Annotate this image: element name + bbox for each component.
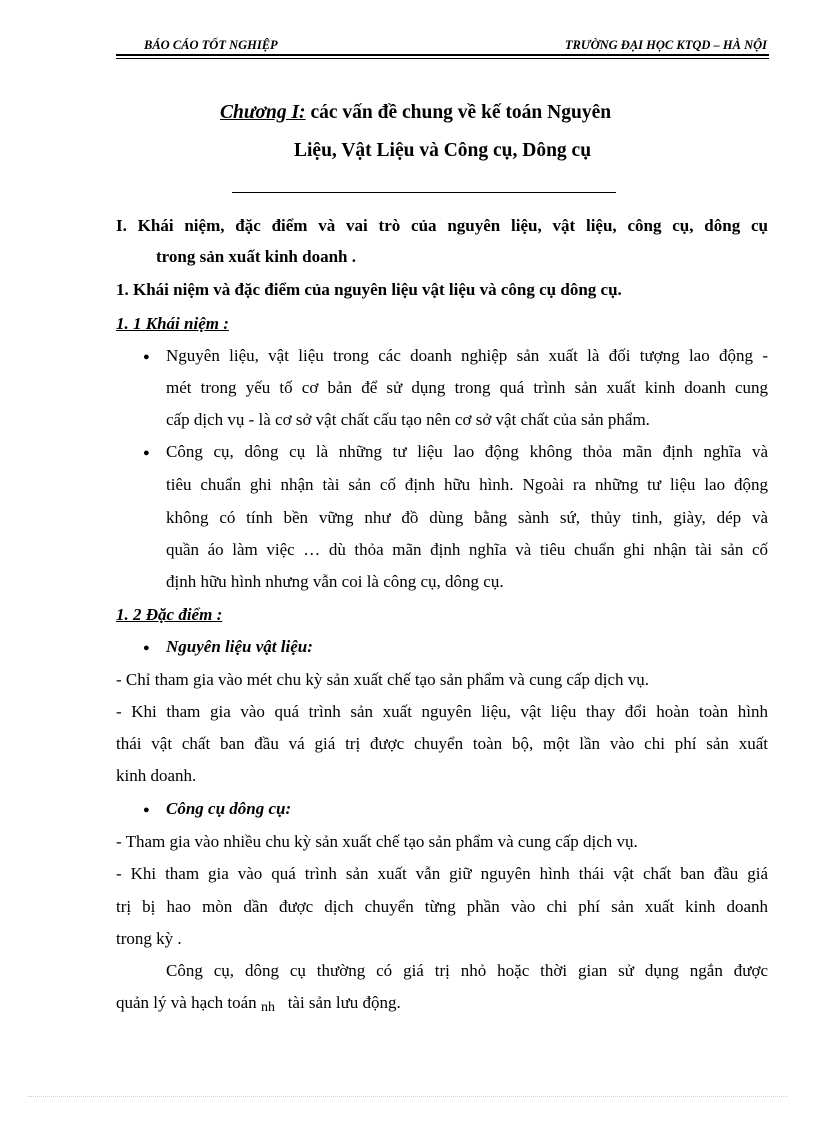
bullet1-line1: Nguyên liệu, vật liệu trong các doanh nghiệp sản xuất là đối tượng lao động - (166, 346, 768, 365)
group1-line3: thái vật chất ban đầu vá giá trị được chuyển toàn bộ, một lần vào chi phí sản xuất (116, 734, 768, 753)
bullet2-line5: định hữu hình nhưng vẫn coi là công cụ, dông cụ. (166, 572, 504, 591)
bullet1-line2: mét trong yếu tố cơ bản để sử dụng trong quá trình sản xuất kinh doanh cung (166, 378, 768, 397)
bullet-icon: ● (143, 642, 150, 654)
group2-line1: - Tham gia vào nhiều chu kỳ sản xuất chế tạo sản phẩm và cung cấp dịch vụ. (116, 832, 638, 851)
group1-title: Nguyên liệu vật liệu: (166, 637, 313, 656)
group2-title: Công cụ dông cụ: (166, 799, 292, 818)
group1-line1: - Chỉ tham gia vào mét chu kỳ sản xuất chế tạo sản phẩm và cung cấp dịch vụ. (116, 670, 649, 689)
header-right-text: TRƯỜNG ĐẠI HỌC KTQD – HÀ NỘI (564, 38, 767, 52)
chapter-title (220, 102, 611, 124)
page-header (116, 36, 769, 56)
closing-line2-sub: nh (260, 1000, 275, 1015)
bullet-icon: ● (143, 351, 150, 363)
group2-line3: trị bị hao mòn dần được dịch chuyển từng phần vào chi phí sản xuất kinh doanh (116, 897, 768, 916)
bullet1-line3: cấp dịch vụ - là cơ sở vật chất cấu tạo nên cơ sở vật chất của sản phẩm. (166, 410, 650, 429)
bullet2-line3: không có tính bền vững như đồ dùng bằng sành sứ, thủy tinh, giày, dép và (166, 508, 768, 527)
bullet2-line4: quần áo làm việc … dù thỏa mãn định nghĩa và tiêu chuẩn ghi nhận tài sản cố (166, 540, 768, 559)
part-1-2-heading: 1. 2 Đặc điểm : (116, 605, 223, 624)
chapter-title-part2: Liệu, Vật Liệu và Công cụ, Dông cụ (294, 140, 592, 161)
bullet-icon: ● (143, 804, 150, 816)
page-bottom-divider (28, 1096, 788, 1097)
closing-line1: Công cụ, dông cụ thường có giá trị nhỏ hoặc thời gian sử dụng ngắn được (166, 961, 768, 980)
header-rule (116, 54, 769, 56)
closing-line2 (116, 992, 401, 1019)
part-1-1-heading: 1. 1 Khái niệm : (116, 314, 229, 333)
header-left-text: BÁO CÁO TỐT NGHIỆP (144, 38, 278, 52)
closing-line2-a: quản lý và hạch toán (116, 993, 261, 1012)
group1-line2: - Khi tham gia vào quá trình sản xuất nguyên liệu, vật liệu thay đổi hoàn toàn hình (116, 702, 768, 721)
header-rule-thin (116, 58, 769, 59)
bullet-icon: ● (143, 447, 150, 459)
section-heading-line2: trong sản xuất kinh doanh . (156, 247, 356, 266)
subsection-heading: 1. Khái niệm và đặc điểm của nguyên liệu vật liệu và công cụ dông cụ. (116, 280, 622, 299)
closing-line2-b: tài sản lưu động. (274, 993, 401, 1012)
chapter-label: Chương I: (220, 102, 306, 123)
bullet2-line2: tiêu chuẩn ghi nhận tài sản cố định hữu hình. Ngoài ra những tư liệu lao động (166, 475, 768, 494)
chapter-title-part1: các vấn đề chung về kế toán Nguyên (305, 102, 612, 123)
group2-line4: trong kỳ . (116, 929, 182, 948)
group1-line4: kinh doanh. (116, 766, 197, 785)
group2-line2: - Khi tham gia vào quá trình sản xuất vẫn giữ nguyên hình thái vật chất ban đầu giá (116, 864, 768, 883)
chapter-divider (232, 192, 616, 193)
section-heading-line1: I. Khái niệm, đặc điểm và vai trò của nguyên liệu, vật liệu, công cụ, dông cụ (116, 216, 768, 235)
bullet2-line1: Công cụ, dông cụ là những tư liệu lao động không thỏa mãn định nghĩa và (166, 442, 768, 461)
